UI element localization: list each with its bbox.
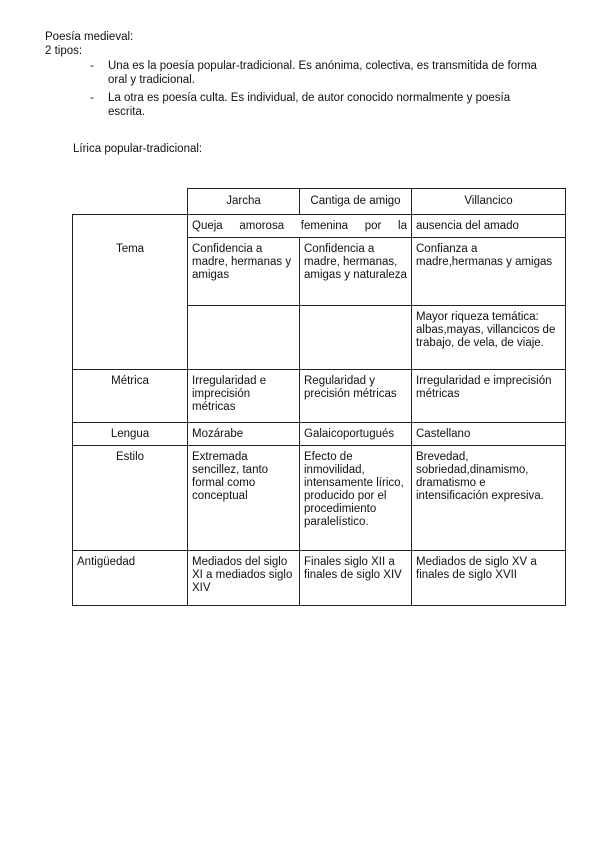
antiguedad-cell: Finales siglo XII a finales de siglo XIV: [300, 551, 412, 606]
list-item-text: La otra es poesía culta. Es individual, de autor conocido normalmente y poesía escrita.: [108, 92, 511, 118]
column-header-villancico: Villancico: [412, 189, 566, 215]
tema-cell: Confidencia a madre, hermanas, amigas y naturaleza: [300, 238, 412, 306]
list-item-text: Una es la poesía popular-tradicional. Es anónima, colectiva, es transmitida de forma oral y tradicional.: [108, 60, 537, 86]
tema-cell: Confidencia a madre, hermanas y amigas: [188, 238, 300, 306]
lengua-cell: Galaicoportugués: [300, 423, 412, 446]
table-row: [73, 238, 566, 306]
row-label-tema: Tema: [73, 238, 188, 370]
tema-cell: [300, 306, 412, 370]
tema-spacer-cell: [73, 215, 188, 238]
bullet-marker: -: [90, 60, 94, 72]
table-row: [73, 423, 566, 446]
antiguedad-cell: Mediados de siglo XV a finales de siglo XVII: [412, 551, 566, 606]
row-label-antiguedad: Antigüedad: [73, 551, 188, 606]
table-header-row: [73, 189, 566, 215]
row-label-metrica: Métrica: [73, 370, 188, 423]
tema-cell: Queja amorosa femenina por la: [188, 215, 412, 238]
types-list: [90, 59, 550, 123]
metrica-cell: Regularidad y precisión métricas: [300, 370, 412, 423]
tema-cell: Confianza a madre,hermanas y amigas: [412, 238, 566, 306]
table-row: [73, 370, 566, 423]
list-item: [90, 91, 550, 119]
bullet-marker: -: [90, 92, 94, 104]
row-label-lengua: Lengua: [73, 423, 188, 446]
estilo-cell: Brevedad, sobriedad,dinamismo, dramatismo e intensificación expresiva.: [412, 446, 566, 551]
estilo-cell: Efecto de inmovilidad, intensamente lírico, producido por el procedimiento paralelístico.: [300, 446, 412, 551]
table-row: [73, 551, 566, 606]
list-item: [90, 59, 550, 87]
types-count: 2 tipos:: [45, 45, 83, 57]
section-title: Lírica popular-tradicional:: [73, 143, 203, 155]
column-header-jarcha: Jarcha: [188, 189, 300, 215]
lyric-comparison-table: [72, 188, 566, 606]
estilo-cell: Extremada sencillez, tanto formal como conceptual: [188, 446, 300, 551]
document-heading: Poesía medieval:: [45, 31, 134, 43]
table-row: [73, 215, 566, 238]
metrica-cell: Irregularidad e imprecisión métricas: [412, 370, 566, 423]
tema-cell: ausencia del amado: [412, 215, 566, 238]
antiguedad-cell: Mediados del siglo XI a mediados siglo XIV: [188, 551, 300, 606]
table-row: [73, 446, 566, 551]
lengua-cell: Mozárabe: [188, 423, 300, 446]
tema-cell: Mayor riqueza temática: albas,mayas, villancicos de trabajo, de vela, de viaje.: [412, 306, 566, 370]
tema-cell: [188, 306, 300, 370]
lengua-cell: Castellano: [412, 423, 566, 446]
row-label-estilo: Estilo: [73, 446, 188, 551]
metrica-cell: Irregularidad e imprecisión métricas: [188, 370, 300, 423]
empty-corner-cell: [73, 189, 188, 215]
column-header-cantiga: Cantiga de amigo: [300, 189, 412, 215]
